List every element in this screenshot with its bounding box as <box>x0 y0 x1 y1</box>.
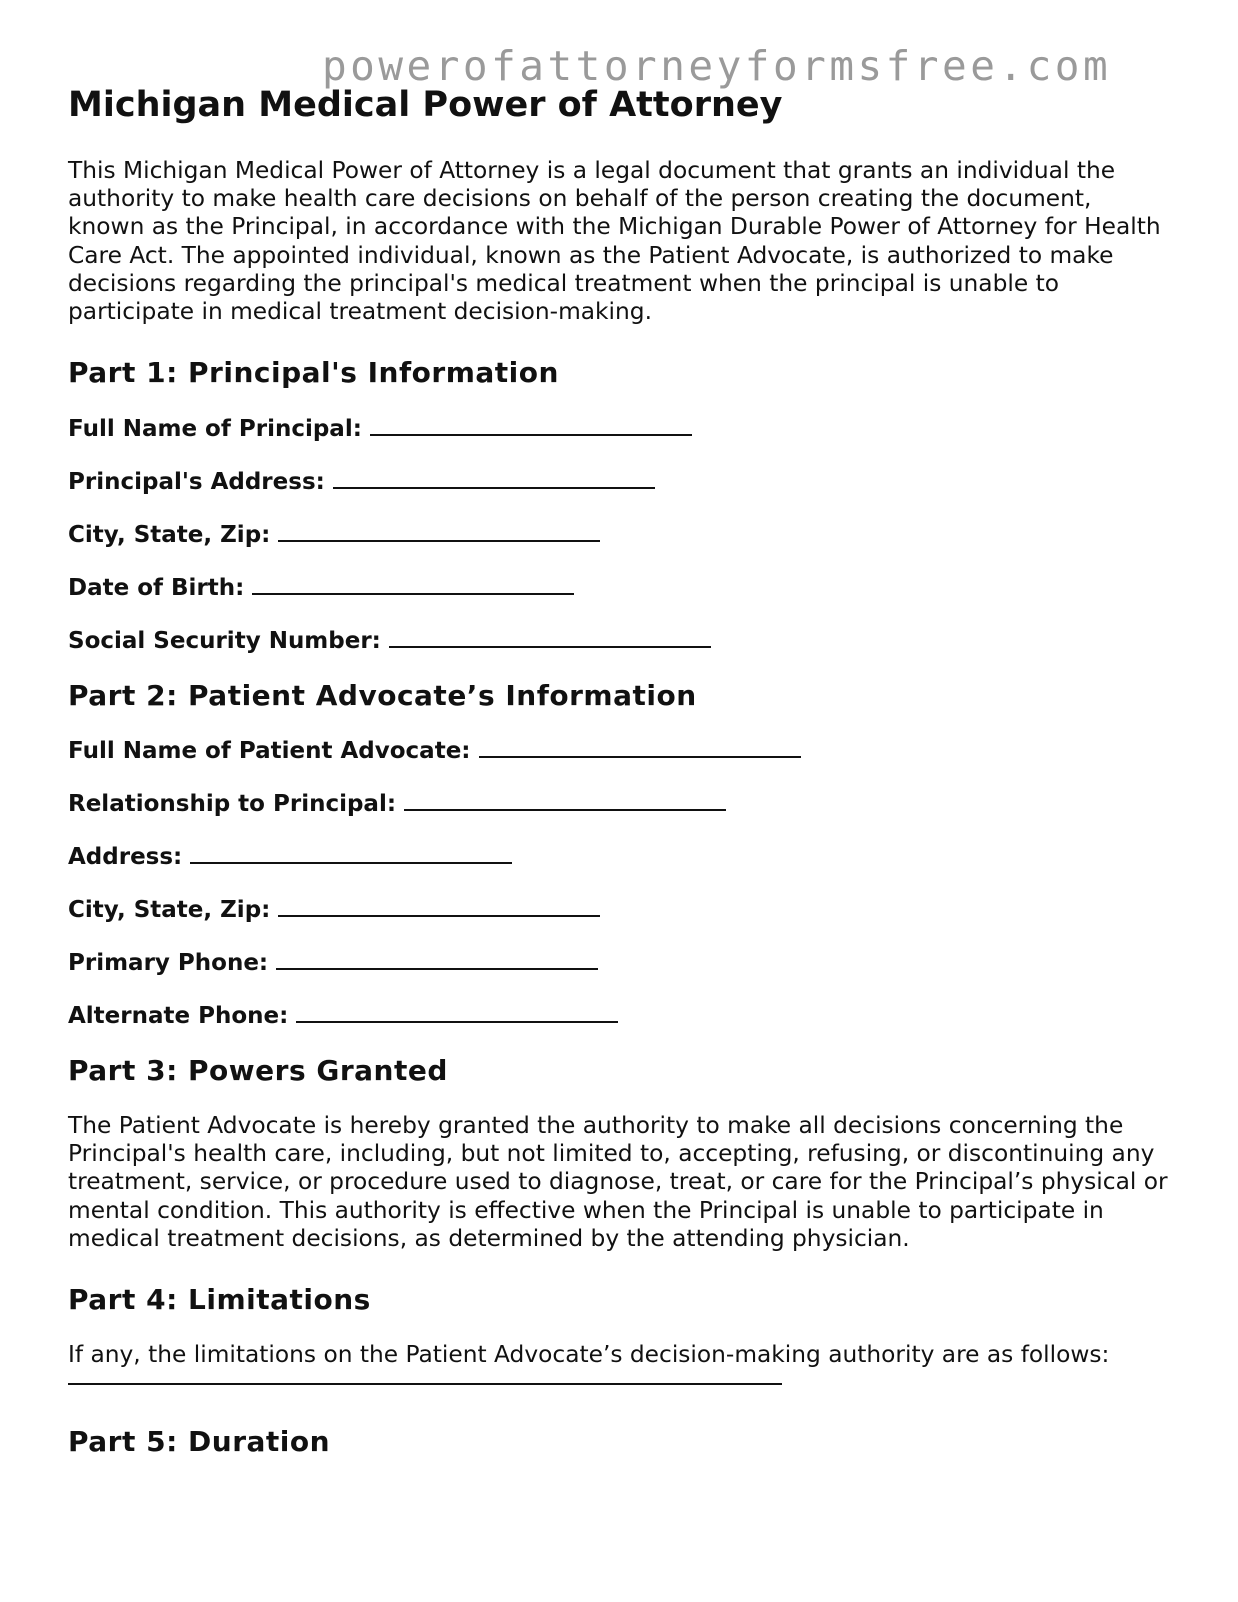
advocate-address-blank[interactable] <box>190 842 512 864</box>
principal-dob-field <box>68 573 1168 602</box>
limitations-paragraph: If any, the limitations on the Patient Advocate’s decision-making authority are as follows: <box>68 1340 1110 1368</box>
field-label: Primary Phone: <box>68 950 269 977</box>
principal-city-state-zip-blank[interactable] <box>278 520 600 542</box>
field-label: City, State, Zip: <box>68 897 271 924</box>
limitations-blank[interactable] <box>68 1381 782 1385</box>
field-label: Alternate Phone: <box>68 1003 289 1030</box>
principal-dob-blank[interactable] <box>252 573 574 595</box>
intro-paragraph: This Michigan Medical Power of Attorney is a legal document that grants an individual the authority to make health care decisions on behalf of the person creating the document, known as the Principal, in accordance with the Michigan Durable Power of Attorney for Health Care Act. The appointed individual, known as the Patient Advocate, is authorized to make decisions regarding the principal's medical treatment when the principal is unable to participate in medical treatment decision-making. <box>68 157 1161 326</box>
principal-full-name-field <box>68 414 1168 443</box>
advocate-alternate-phone-blank[interactable] <box>296 1001 618 1023</box>
advocate-primary-phone-blank[interactable] <box>276 948 598 970</box>
principal-ssn-field <box>68 626 1168 655</box>
principal-address-blank[interactable] <box>333 467 655 489</box>
field-label: Full Name of Patient Advocate: <box>68 738 471 765</box>
principal-ssn-blank[interactable] <box>389 626 711 648</box>
advocate-relationship-field <box>68 789 1168 818</box>
part3-heading: Part 3: Powers Granted <box>68 1054 448 1088</box>
advocate-relationship-blank[interactable] <box>404 789 726 811</box>
part2-heading: Part 2: Patient Advocate’s Information <box>68 678 697 712</box>
field-label: Full Name of Principal: <box>68 415 362 442</box>
field-label: Date of Birth: <box>68 574 245 601</box>
advocate-alternate-phone-field <box>68 1001 1168 1030</box>
field-label: Address: <box>68 844 183 871</box>
part5-heading: Part 5: Duration <box>68 1424 331 1458</box>
advocate-city-state-zip-blank[interactable] <box>278 895 600 917</box>
advocate-full-name-field <box>68 736 1168 765</box>
part1-heading: Part 1: Principal's Information <box>68 356 559 390</box>
advocate-address-field <box>68 842 1168 871</box>
advocate-city-state-zip-field <box>68 895 1168 924</box>
principal-full-name-blank[interactable] <box>370 414 692 436</box>
document-title: Michigan Medical Power of Attorney <box>68 85 783 125</box>
part4-heading: Part 4: Limitations <box>68 1283 371 1317</box>
powers-granted-paragraph: The Patient Advocate is hereby granted the authority to make all decisions concerning the Principal's health care, including, but not limited to, accepting, refusing, or discontinuing any treatment, service, or procedure used to diagnose, treat, or care for the Principal’s physical or mental condition. This authority is effective when the Principal is unable to participate in medical treatment decisions, as determined by the attending physician. <box>68 1112 1168 1252</box>
advocate-full-name-blank[interactable] <box>479 736 801 758</box>
document-body <box>68 84 1168 1482</box>
watermark: powerofattorneyformsfree.com <box>322 42 1112 90</box>
principal-city-state-zip-field <box>68 520 1168 549</box>
field-label: Principal's Address: <box>68 468 325 495</box>
principal-address-field <box>68 467 1168 496</box>
field-label: Relationship to Principal: <box>68 791 397 818</box>
field-label: Social Security Number: <box>68 627 381 654</box>
field-label: City, State, Zip: <box>68 521 271 548</box>
advocate-primary-phone-field <box>68 948 1168 977</box>
